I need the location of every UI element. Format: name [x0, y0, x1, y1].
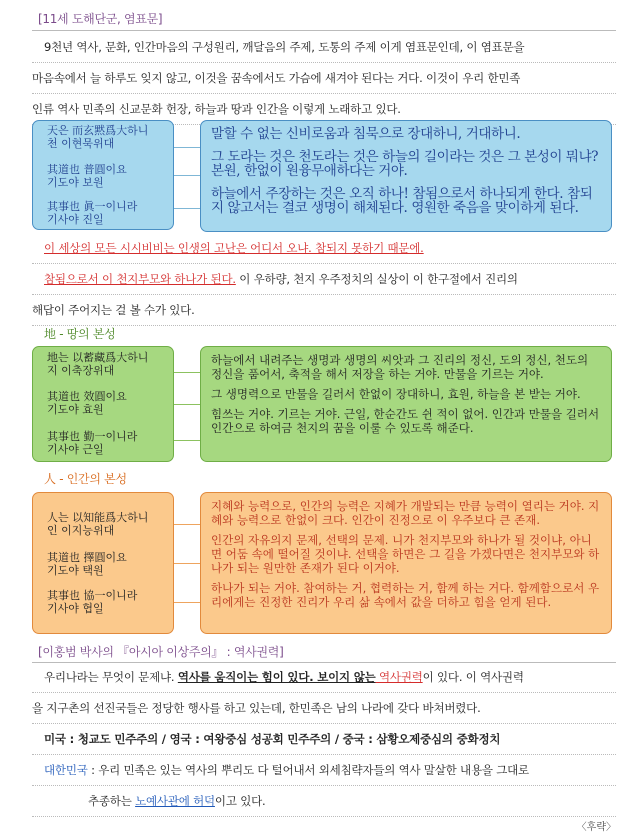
text-span: 이 있다. 이 역사권력 — [422, 670, 524, 684]
hanja-group — [47, 589, 137, 615]
earth-explanation-box — [200, 346, 612, 462]
text-line: 을 지구촌의 선진국들은 정당한 행사를 하고 있는데, 한민족은 남의 나라에 갖다 바쳐버렸다. — [32, 693, 616, 724]
hanja-line: 其事也 勤一이니라 — [47, 430, 138, 443]
text-span: 우리나라는 무엇이 문제냐. — [44, 670, 178, 684]
explanation-text: 힘쓰는 거야. 기르는 거야. 근일, 한순간도 쉰 적이 없어. 인간과 만물을 길러서 인간으로 하여금 천지의 꿈을 이룰 수 있도록 해준다. — [211, 407, 600, 435]
text-line: 해답이 주어지는 걸 볼 수가 있다. — [32, 295, 616, 326]
human-explanation-box — [200, 492, 612, 634]
hanja-line: 其事也 協一이니라 — [47, 589, 138, 602]
connector-line — [174, 208, 200, 209]
earth-hanja-box — [32, 346, 174, 462]
hanja-group — [47, 390, 127, 416]
text-line: 마음속에서 늘 하루도 잊지 않고, 이것을 꿈속에서도 가슴에 새겨야 된다는 거다. 이것이 우리 한민족 — [32, 63, 616, 94]
hanja-line: 其道也 效圓이요 — [47, 390, 127, 403]
connector-line — [174, 404, 200, 405]
text-span: 이 우하량, 천지 우주정치의 실상이 이 한구절에서 진리의 — [235, 272, 518, 286]
history-power-paragraph — [32, 662, 616, 817]
explanation-text: 인간의 자유의지 문제, 선택의 문제. 니가 천지부모와 하나가 될 것이냐, 아니면 어둠 속에 떨어질 것이냐. 선택을 하면은 그 길을 가겠다면은 천지부모와 하나가 되는 원만한 존재가 된다 이거야. — [211, 533, 600, 575]
reading-line: 기도야 효원 — [47, 403, 104, 416]
section-title-yeompyomun: [11세 도해단군, 염표문] — [38, 12, 163, 26]
reading-line: 인 이지능위대 — [47, 524, 115, 537]
text-line: 이 세상의 모든 시시비비는 인생의 고난은 어디서 오냐. 참되지 못하기 때문에. — [32, 233, 616, 264]
text-line — [32, 786, 616, 817]
section-title-yeoksa-gwollyeok: [이홍범 박사의 『아시아 이상주의』 : 역사권력] — [38, 645, 284, 659]
reading-line: 기도야 보원 — [47, 176, 104, 189]
reading-line: 천 이현묵위대 — [47, 137, 115, 150]
reading-line: 지 이축장위대 — [47, 364, 115, 377]
connector-line — [174, 372, 200, 373]
hanja-group — [47, 124, 148, 150]
connector-line — [174, 563, 200, 564]
hanja-line: 天은 而玄黙爲大하니 — [47, 124, 149, 137]
text-line: 미국 : 청교도 민주주의 / 영국 : 여왕중심 성공회 민주주의 / 중국 : 삼황오제중심의 중화정치 — [32, 724, 616, 755]
text-span: : 우리 민족은 있는 역사의 뿌리도 다 털어내서 외세침략자들의 역사 말살한 내용을 그대로 — [87, 763, 529, 777]
hanja-line: 其道也 普圓이요 — [47, 163, 127, 176]
text-line: 9천년 역사, 문화, 인간마음의 구성원리, 깨달음의 주제, 도통의 주제 이게 염표문인데, 이 염표문을 — [32, 32, 616, 63]
footer-omitted-note: 〈후략〉 — [576, 822, 616, 833]
connector-line — [174, 440, 200, 441]
explanation-text: 하늘에서 주장하는 것은 오직 하나! 참됨으로서 하나되게 한다. 참되지 않고서는 결코 생명이 해체된다. 영원한 죽음을 맞이하게 된다. — [211, 186, 593, 216]
hanja-line: 其事也 眞一이니라 — [47, 200, 138, 213]
country-label: 대한민국 — [44, 763, 88, 777]
hanja-line: 其道也 擇圓이요 — [47, 551, 127, 564]
text-span: 추종하는 — [88, 794, 136, 808]
explanation-text: 지혜와 능력으로, 인간의 능력은 지혜가 개발되는 만큼 능력이 열리는 거야. 지혜와 능력으로 한없이 크다. 인간이 진정으로 이 우주보다 큰 존재. — [211, 499, 600, 527]
hanja-group — [47, 511, 148, 537]
highlight-text: 참됨으로서 이 천지부모와 하나가 된다. — [44, 272, 236, 286]
heaven-hanja-box — [32, 120, 174, 230]
heaven-explanation-box — [200, 120, 612, 232]
connector-line — [174, 147, 200, 148]
hanja-group — [47, 163, 127, 189]
earth-section-title: 地 - 땅의 본성 — [44, 327, 116, 341]
explanation-text: 하나가 되는 거야. 참여하는 거, 협력하는 거, 함께 하는 거다. 함께함으로서 우리에게는 진정한 진리가 우리 삶 속에서 값을 더하고 힘을 얻게 된다. — [211, 581, 600, 609]
text-line — [32, 662, 616, 693]
emphasis-text: 역사를 움직이는 힘이 있다. 보이지 않는 — [177, 670, 376, 684]
reading-line: 기사야 진일 — [47, 213, 104, 226]
hanja-group — [47, 430, 137, 456]
hanja-group — [47, 351, 148, 377]
explanation-text: 하늘에서 내려주는 생명과 생명의 씨앗과 그 진리의 정신, 도의 정신, 천도의 정신을 품어서, 축적을 해서 저장을 하는 거야. 만물을 기르는 거야. — [211, 353, 589, 381]
hanja-group — [47, 551, 127, 577]
explanation-text: 그 생명력으로 만물을 길러서 한없이 장대하니, 효원, 하늘을 본 받는 거야. — [211, 387, 581, 401]
human-section-title: 人 - 인간의 본성 — [44, 472, 127, 486]
hanja-line: 地는 以蓄藏爲大하니 — [47, 351, 149, 364]
text-line — [32, 755, 616, 786]
explanation-text: 그 도라는 것은 천도라는 것은 하늘의 길이라는 것은 그 본성이 뭐냐? 본원, 한없이 원융무애하다는 거야. — [211, 149, 599, 179]
hanja-line: 人는 以知能爲大하니 — [47, 511, 149, 524]
text-line: 인류 역사 민족의 신교문화 헌장, 하늘과 땅과 인간을 이렇게 노래하고 있다. — [32, 94, 616, 125]
highlight-text: 역사권력 — [375, 670, 423, 684]
connector-line — [174, 602, 200, 603]
connector-line — [174, 524, 200, 525]
title-divider — [32, 30, 616, 31]
reading-line: 기사야 협일 — [47, 602, 104, 615]
middle-paragraph — [32, 233, 616, 326]
explanation-text: 말할 수 없는 신비로움과 침묵으로 장대하니, 거대하니. — [211, 126, 521, 142]
human-hanja-box — [32, 492, 174, 634]
highlight-text: 노예사관에 허덕 — [135, 794, 215, 808]
text-span: 이고 있다. — [214, 794, 266, 808]
intro-paragraph — [32, 32, 616, 125]
hanja-group — [47, 200, 137, 226]
reading-line: 기사야 근일 — [47, 443, 104, 456]
connector-line — [174, 175, 200, 176]
reading-line: 기도야 택원 — [47, 564, 104, 577]
text-line — [32, 264, 616, 295]
